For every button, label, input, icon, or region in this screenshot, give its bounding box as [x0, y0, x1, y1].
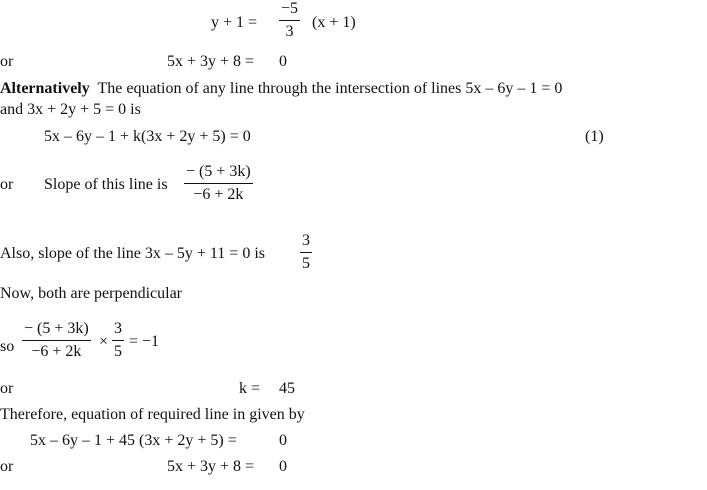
or-label: or: [0, 53, 14, 70]
equals-minus-one: = −1: [129, 333, 160, 350]
final-equation-rhs: 0: [279, 432, 287, 449]
or-label: or: [0, 380, 14, 397]
equation-1: 5x – 6y – 1 + k(3x + 2y + 5) = 0: [44, 128, 251, 145]
alternatively-heading: Alternatively: [0, 80, 90, 97]
therefore-text: Therefore, equation of required line in given by: [0, 406, 305, 423]
fraction-denominator: −6 + 2k: [193, 186, 244, 203]
fraction-numerator: 3: [300, 232, 312, 253]
eq-y-plus-1-lhs: y + 1 =: [211, 14, 258, 31]
fraction-denominator: 5: [114, 343, 122, 360]
so-label: so: [0, 338, 15, 355]
k-equals: k =: [239, 380, 261, 397]
alternatively-paragraph: [0, 80, 562, 98]
perpendicular-text: Now, both are perpendicular: [0, 285, 182, 302]
k-value: 45: [279, 380, 295, 397]
fraction-3-over-5: [112, 320, 124, 361]
fraction-numerator: − (5 + 3k): [184, 163, 253, 184]
equation-tag: (1): [585, 128, 604, 145]
fraction-denominator: 5: [302, 255, 310, 272]
eq-x-plus-1: (x + 1): [312, 14, 356, 31]
or-label: or: [0, 458, 14, 475]
fraction-denominator: −6 + 2k: [31, 343, 82, 360]
final-equation-2-rhs: 0: [279, 458, 287, 475]
fraction-numerator: 3: [112, 320, 124, 341]
fraction-minus5-over-3: [279, 0, 300, 41]
fraction-numerator: − (5 + 3k): [22, 320, 91, 341]
fraction-slope: [184, 163, 253, 204]
eq-lhs: 5x + 3y + 8 =: [167, 53, 255, 70]
slope-text: Slope of this line is: [44, 176, 168, 193]
eq-rhs: 0: [279, 53, 287, 70]
fraction-3-over-5: [300, 232, 312, 273]
alternatively-text-1: The equation of any line through the intersection of lines 5x – 6y – 1 = 0: [97, 80, 563, 97]
fraction-numerator: −5: [279, 0, 300, 21]
final-equation-2-lhs: 5x + 3y + 8 =: [167, 458, 255, 475]
also-text: Also, slope of the line 3x – 5y + 11 = 0 is: [0, 245, 265, 262]
times-sign: ×: [99, 333, 109, 350]
or-label: or: [0, 176, 14, 193]
alternatively-text-2: and 3x + 2y + 5 = 0 is: [0, 101, 141, 118]
fraction-denominator: 3: [285, 23, 294, 40]
final-equation-lhs: 5x – 6y – 1 + 45 (3x + 2y + 5) =: [30, 432, 237, 449]
fraction-slope-product: [22, 320, 91, 361]
